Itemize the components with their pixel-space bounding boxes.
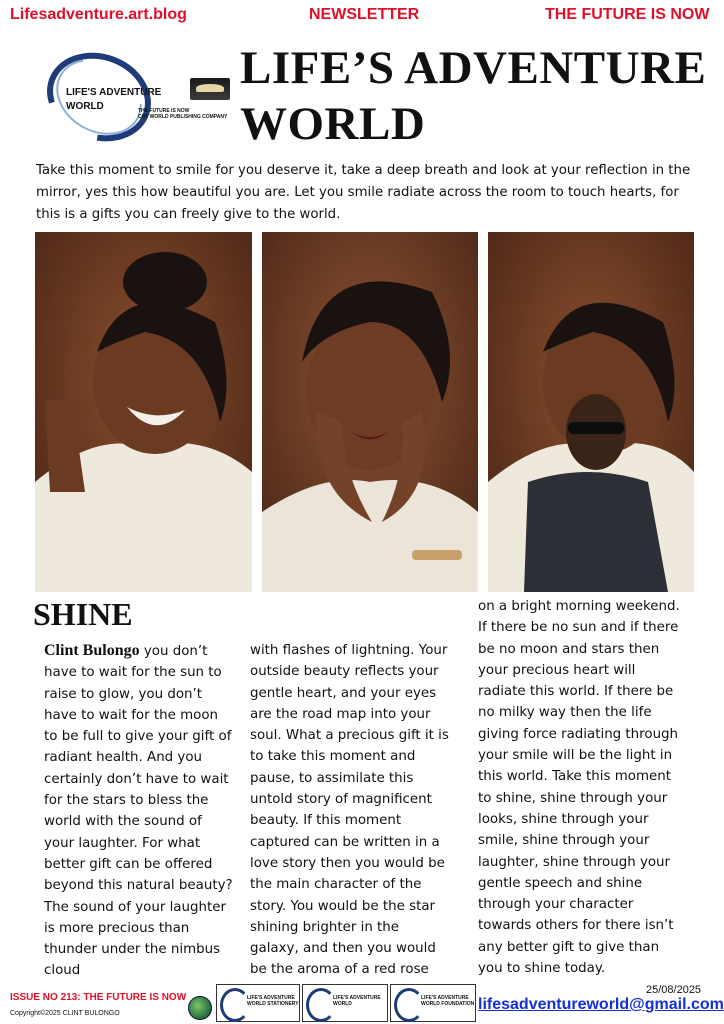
logo-tagline: THE FUTURE IS NOW CNT WORLD PUBLISHING COMPANY bbox=[138, 108, 228, 120]
mini-logo-foundation: LIFE'S ADVENTURE WORLD FOUNDATION bbox=[390, 984, 476, 1022]
portrait-photo-with-author bbox=[488, 232, 694, 592]
contact-email-link[interactable]: lifesadventureworld@gmail.com bbox=[478, 996, 724, 1013]
open-book-icon bbox=[190, 78, 230, 100]
column-1-text: you don’t have to wait for the sun to raise to glow, you don’t have to wait for the moon to be full to give your gift of radiant health. And you certainly don’t have to wait for the stars to bless the world with the sound of your laughter. For what better gift can be offered beyond this natural beauty? The sound of your laughter is more precious than thunder under the nimbus cloud bbox=[44, 644, 233, 979]
logo-title: LIFE'S ADVENTURE WORLD bbox=[66, 87, 162, 112]
intro-paragraph: Take this moment to smile for you deserve it, take a deep breath and look at your reflection in the mirror, yes this how beautiful you are. Let you smile radiate across the room to touch hearts, for this is a gifts you can freely give to the world. bbox=[36, 163, 691, 222]
portrait-photo-hands bbox=[262, 232, 478, 592]
article-column-3: on a bright morning weekend. If there be no sun and if there be no moon and stars then your precious heart will radiate this world. If there be no milky way then the life giving force radiating through your smile will be the light in this world. Take this moment to shine, shine through your looks, shine through your smile, shine through your laughter, shine through your gentle speech and shine through your character towards others for there isn’t any better gift to give than you to shine today. bbox=[478, 599, 680, 977]
site-link[interactable]: Lifesadventure.art.blog bbox=[10, 6, 187, 23]
article-column-2: with flashes of lightning. Your outside beauty reflects your gentle heart, and your eyes are the road map into your soul. What a precious gift it is to take this moment and pause, to assimilate this untold story of magnificent beauty. If this moment captured can be written in a love story then you would be the main character of the story. You would be the star shining brighter in the galaxy, and then you would be the aroma of a red rose bbox=[250, 643, 449, 978]
masthead-title: LIFE’S ADVENTURE WORLD bbox=[240, 42, 707, 150]
author-name: Clint Bulongo bbox=[44, 642, 140, 659]
section-label: NEWSLETTER bbox=[309, 6, 420, 23]
portrait-photo-laughing bbox=[35, 232, 252, 592]
publisher-logo bbox=[44, 52, 236, 144]
article-column-1 bbox=[44, 640, 234, 982]
mini-logo-world: LIFE'S ADVENTURE WORLD bbox=[302, 984, 388, 1022]
issue-number: ISSUE NO 213: THE FUTURE IS NOW bbox=[10, 992, 187, 1003]
article-title: SHINE bbox=[33, 596, 133, 632]
globe-icon bbox=[188, 996, 212, 1020]
slogan: THE FUTURE IS NOW bbox=[545, 6, 710, 23]
issue-date: 25/08/2025 bbox=[646, 984, 702, 996]
mini-logo-stationery: LIFE'S ADVENTURE WORLD STATIONERY bbox=[216, 984, 300, 1022]
copyright-notice: Copyright©2025 CLINT BULONGO bbox=[10, 1010, 120, 1017]
